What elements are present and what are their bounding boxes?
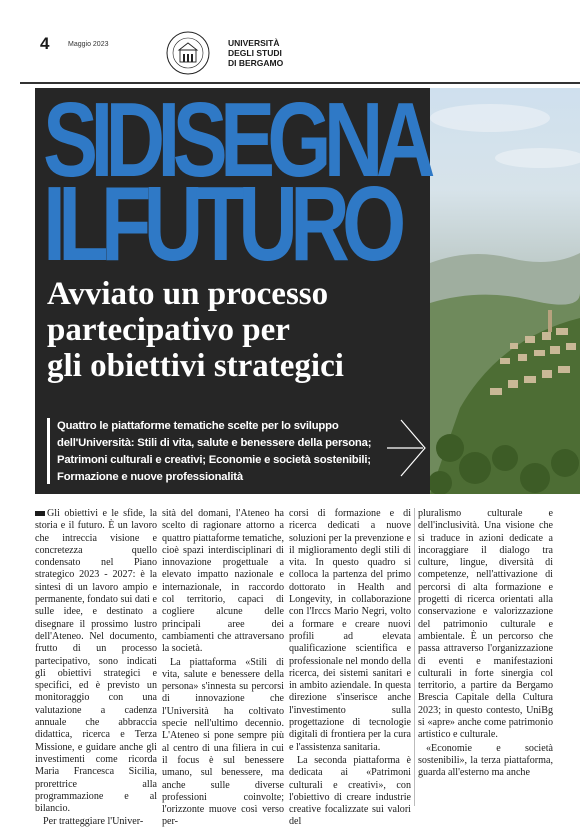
paragraph: La piattaforma «Stili di vita, salute e benessere della persona» s'innesta su percorsi di innovazione che l'Università ha coltivato specie nell'ultimo decennio. L'Ateneo si pone sempre più al centro di una filiera in cui il focus è sul benessere umano, sul benessere, ma anche sulle diverse professioni coinvolte; l'orizzonte muove così verso per- — [162, 656, 284, 828]
paragraph: Gli obiettivi e le sfide, la storia e il futuro. È un lavoro che intreccia visione e concretezza quello condensato nel Piano strategico 2023 - 2027: è la sintesi di un lavoro ampio e permanente, fondato sui dati e sulle idee, e destinato a disegnare il prossimo lustro dell'Ateneo. Nel documento, frutto di un processo partecipativo, sono indicati gli obiettivi strategici e specifici, ed è previsto un monitoraggio con una valutazione a cadenza annuale che abbraccia didattica, ricerca e Terza Missione, e guidare anche gli investimenti come ricorda Maria Francesca Sicilia, prorettrice alla programmazione e al bilancio. — [35, 508, 157, 815]
headline-line-1: SIDISEGNA — [43, 88, 428, 199]
paragraph: corsi di formazione e di ricerca dedicati a nuove soluzioni per la prevenzione e il miglioramento degli stili di vita. In questo quadro si colloca la partenza del primo dottorato in Health and Longevity, in collaborazione con l'Irccs Mario Negri, volto a formare e creare nuovi profili ad elevata qualificazione scientifica e professionale nel mondo della ricerca, dei sistemi sanitari e in ambito aziendale. In questa direzione s'inserisce anche l'investimento sulla progettazione di tecnologie digitali di frontiera per la cura e l'assistenza sanitaria. — [289, 508, 411, 753]
headline-line-2: ILFUTURO — [43, 165, 399, 283]
page-number: 4 — [40, 34, 50, 53]
university-name-line: DI BERGAMO — [228, 58, 284, 68]
subtitle-line: partecipativo per — [47, 312, 290, 348]
city-landscape-photo — [430, 88, 580, 494]
university-name — [228, 38, 283, 68]
university-name-line: DEGLI STUDI — [228, 48, 282, 58]
arrow-right-icon — [387, 418, 427, 478]
article-column-2 — [162, 508, 284, 830]
column-divider — [414, 508, 415, 806]
article-column-3 — [289, 508, 411, 830]
subtitle — [47, 276, 344, 384]
subtitle-line: Avviato un processo — [47, 276, 329, 312]
paragraph: La seconda piattaforma è dedicata ai «Patrimoni culturali e creativi», con l'obiettivo di creare industrie creative focalizzate sui valori del — [289, 754, 411, 828]
header-rule — [20, 82, 580, 84]
article-column-4 — [418, 508, 553, 781]
paragraph: sità del domani, l'Ateneo ha scelto di ragionare attorno a quattro piattaforme tematiche, cioè spazi interdisciplinari di innovazione progettuale a elevato impatto nazionale e internazionale, in raccordo col territorio, capaci di cogliere alcune delle principali aree dei cambiamenti che attraversano la società. — [162, 508, 284, 655]
article-body — [35, 508, 580, 828]
landscape-illustration — [430, 88, 580, 494]
university-seal-icon — [165, 30, 211, 76]
lead-paragraph: Quattro le piattaforme tematiche scelte per lo sviluppo dell'Università: Stili di vita, salute e benessere della persona; Patrimoni culturali e creativi; Economie e società sostenibili; Formazione e nuove professionalità — [57, 420, 372, 483]
paragraph: pluralismo culturale e dell'inclusività. Una visione che si traduce in azioni dedicate a incoraggiare il dialogo tra culture, lingue, diversità di competenze, nell'attivazione di percorsi di alta formazione e progetti di ricerca orientati alla conservazione e valorizzazione del patrimonio culturale e ambientale. È un percorso che passa attraverso l'organizzazione di eventi e manifestazioni culturali in forte sinergia col territorio, a partire da Bergamo Brescia Capitale della Cultura 2023; in questo contesto, UniBg si «apre» anche come patrimonio artistico e culturale. — [418, 508, 553, 741]
article-column-1 — [35, 508, 157, 830]
subtitle-line: gli obiettivi strategici — [47, 348, 344, 384]
start-marker-icon — [35, 511, 45, 516]
page-header — [0, 0, 580, 80]
paragraph: «Economie e società sostenibili», la terza piattaforma, guarda all'esterno ma anche — [418, 742, 553, 779]
lead-marker — [47, 418, 50, 484]
issue-date: Maggio 2023 — [68, 41, 109, 48]
paragraph: Per tratteggiare l'Univer- — [43, 816, 144, 828]
hero-banner — [35, 88, 580, 494]
university-name-line: UNIVERSITÀ — [228, 38, 280, 48]
